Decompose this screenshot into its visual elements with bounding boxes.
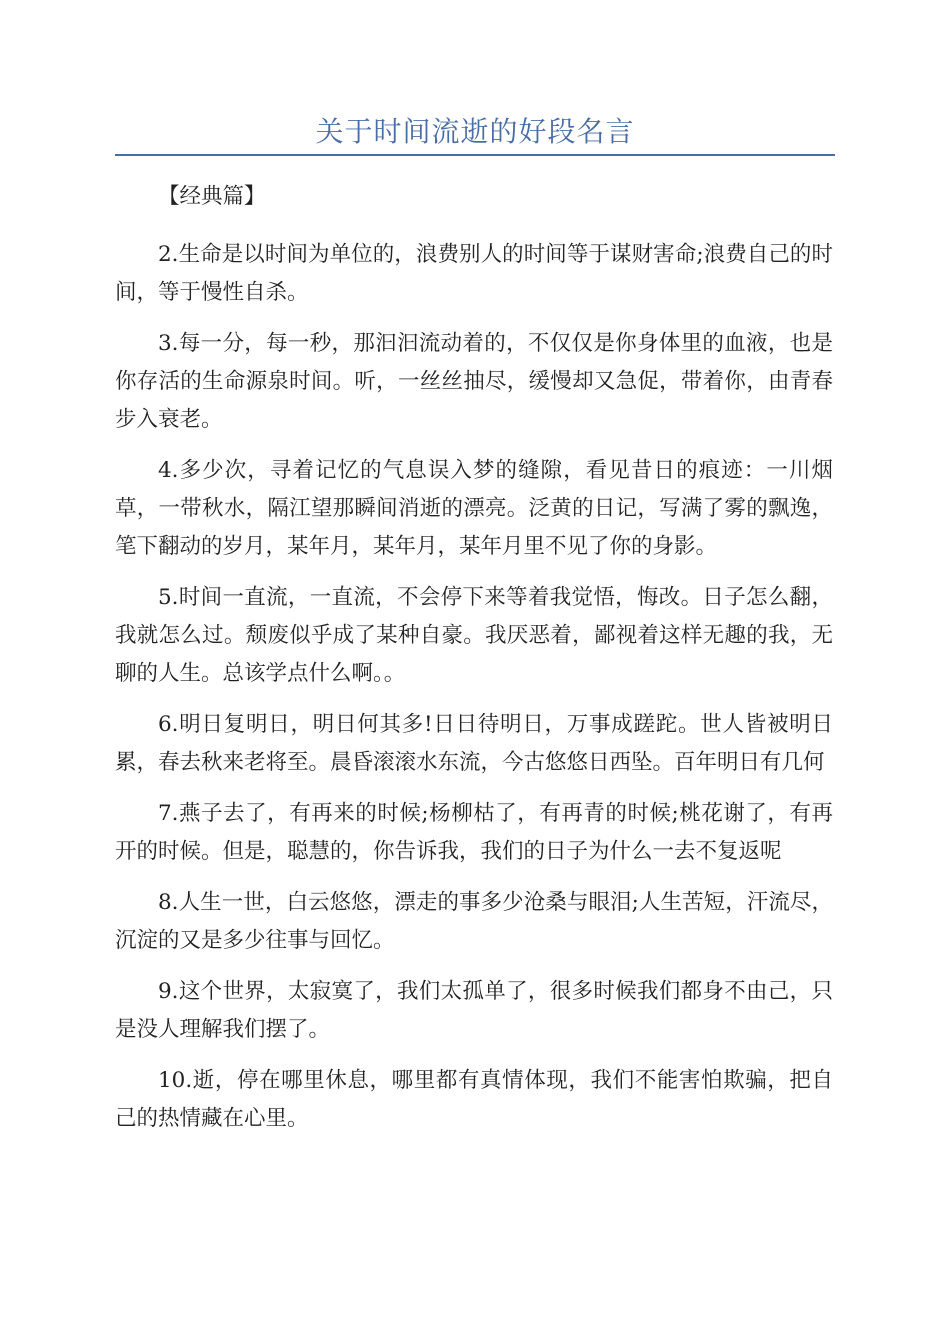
paragraph: 7.燕子去了，有再来的时候;杨柳枯了，有再青的时候;桃花谢了，有再开的时候。但是，聪慧的，你告诉我，我们的日子为什么一去不复返呢 [115, 801, 833, 864]
section-heading: 【经典篇】 [158, 184, 266, 209]
paragraph: 2.生命是以时间为单位的，浪费别人的时间等于谋财害命;浪费自己的时间，等于慢性自杀。 [115, 242, 833, 305]
document-body [115, 178, 833, 1151]
paragraph: 10.逝，停在哪里休息，哪里都有真情体现，我们不能害怕欺骗，把自己的热情藏在心里。 [115, 1068, 833, 1131]
document-title: 关于时间流逝的好段名言 [315, 115, 635, 148]
title-underline [115, 154, 835, 156]
paragraph: 4.多少次，寻着记忆的气息误入梦的缝隙，看见昔日的痕迹：一川烟草，一带秋水，隔江望那瞬间消逝的漂亮。泛黄的日记，写满了雾的飘逸，笔下翻动的岁月，某年月，某年月，某年月里不见了你的身影。 [115, 458, 833, 559]
paragraph: 9.这个世界，太寂寞了，我们太孤单了，很多时候我们都身不由己，只是没人理解我们摆了。 [115, 979, 833, 1042]
paragraph: 3.每一分，每一秒，那汩汩流动着的，不仅仅是你身体里的血液，也是你存活的生命源泉时间。听，一丝丝抽尽，缓慢却又急促，带着你，由青春步入衰老。 [115, 331, 833, 432]
paragraph: 5.时间一直流，一直流，不会停下来等着我觉悟，悔改。日子怎么翻，我就怎么过。颓废似乎成了某种自豪。我厌恶着，鄙视着这样无趣的我，无聊的人生。总该学点什么啊。。 [115, 585, 833, 686]
paragraph: 8.人生一世，白云悠悠，漂走的事多少沧桑与眼泪;人生苦短，汗流尽，沉淀的又是多少往事与回忆。 [115, 890, 833, 953]
paragraph: 6.明日复明日，明日何其多!日日待明日，万事成蹉跎。世人皆被明日累，春去秋来老将至。晨昏滚滚水东流，今古悠悠日西坠。百年明日有几何 [115, 712, 833, 775]
